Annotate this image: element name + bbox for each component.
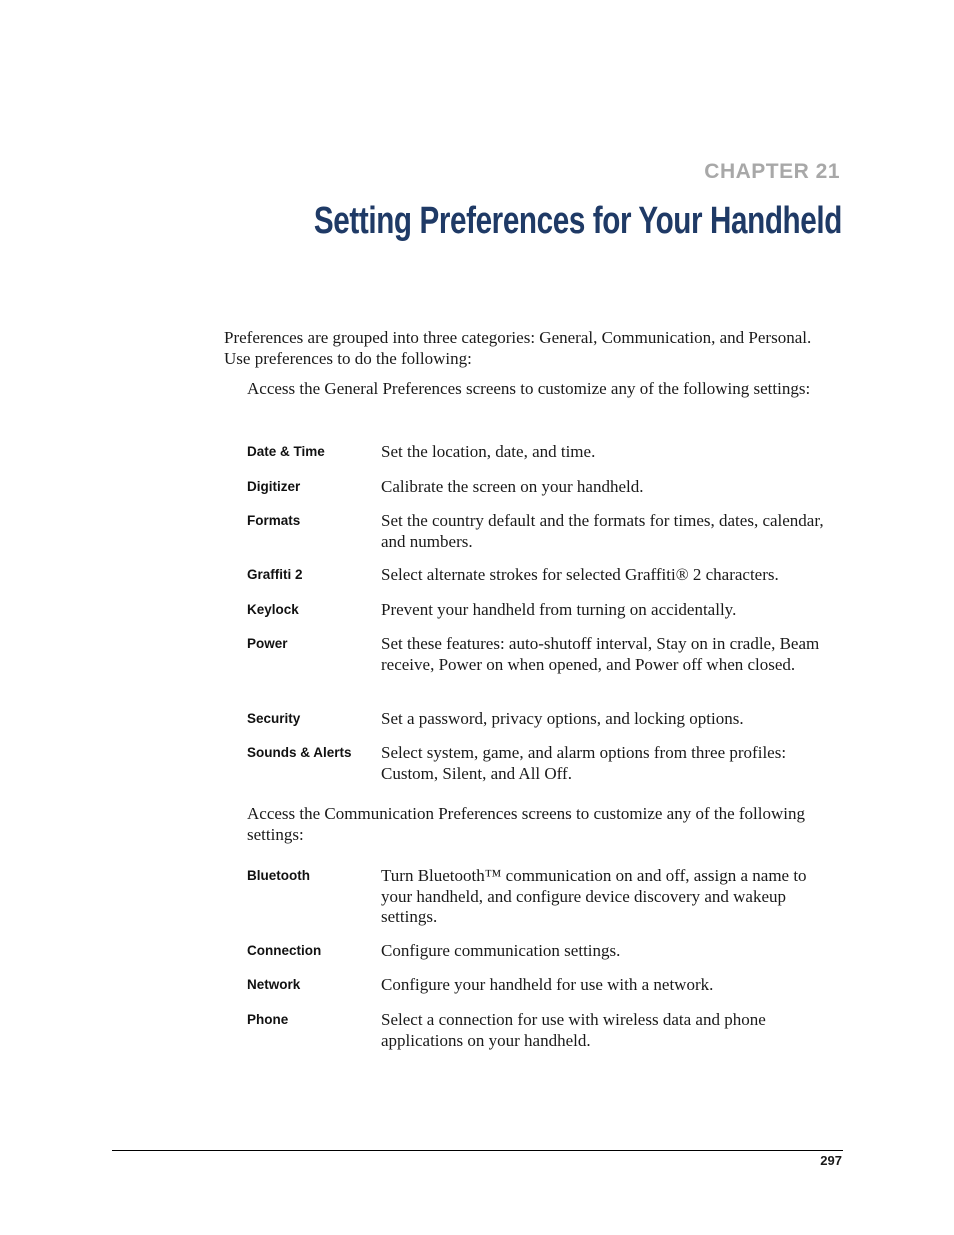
term-label: Power — [247, 636, 288, 651]
term-description: Set these features: auto-shutoff interval, Stay on in cradle, Beam receive, Power on when opened, and Power off when closed. — [381, 634, 820, 674]
term-description: Configure your handheld for use with a network. — [381, 975, 714, 994]
page-number: 297 — [820, 1153, 842, 1168]
term-label: Security — [247, 711, 301, 726]
term-label: Formats — [247, 513, 301, 528]
term-description: Select a connection for use with wireless data and phone applications on your handheld. — [381, 1010, 766, 1050]
term-description: Prevent your handheld from turning on accidentally. — [381, 600, 737, 619]
term-label: Connection — [247, 943, 322, 958]
term-label: Phone — [247, 1012, 289, 1027]
term-description: Turn Bluetooth™ communication on and off, assign a name to your handheld, and configure device discovery and wakeup settings. — [381, 866, 807, 926]
term-description: Select system, game, and alarm options from three profiles: Custom, Silent, and All Off. — [381, 743, 787, 783]
term-description: Calibrate the screen on your handheld. — [381, 477, 644, 496]
term-label: Bluetooth — [247, 868, 310, 883]
term-label: Network — [247, 977, 301, 992]
term-description: Set a password, privacy options, and locking options. — [381, 709, 744, 728]
general-lead: Access the General Preferences screens to customize any of the following settings: — [247, 379, 811, 398]
term-label: Date & Time — [247, 444, 325, 459]
chapter-title: Setting Preferences for Your Handheld — [314, 200, 842, 242]
term-label: Keylock — [247, 602, 299, 617]
term-description: Set the country default and the formats for times, dates, calendar, and numbers. — [381, 511, 824, 551]
term-description: Configure communication settings. — [381, 941, 621, 960]
term-label: Graffiti 2 — [247, 567, 303, 582]
term-description: Select alternate strokes for selected Graffiti® 2 characters. — [381, 565, 779, 584]
chapter-label: CHAPTER 21 — [704, 160, 840, 183]
intro-paragraph: Preferences are grouped into three categories: General, Communication, and Personal. Use preferences to do the following: — [224, 328, 812, 368]
term-label: Sounds & Alerts — [247, 745, 352, 760]
communication-lead: Access the Communication Preferences screens to customize any of the following settings: — [247, 804, 805, 844]
term-description: Set the location, date, and time. — [381, 442, 596, 461]
term-label: Digitizer — [247, 479, 301, 494]
footer-rule — [112, 1150, 843, 1151]
